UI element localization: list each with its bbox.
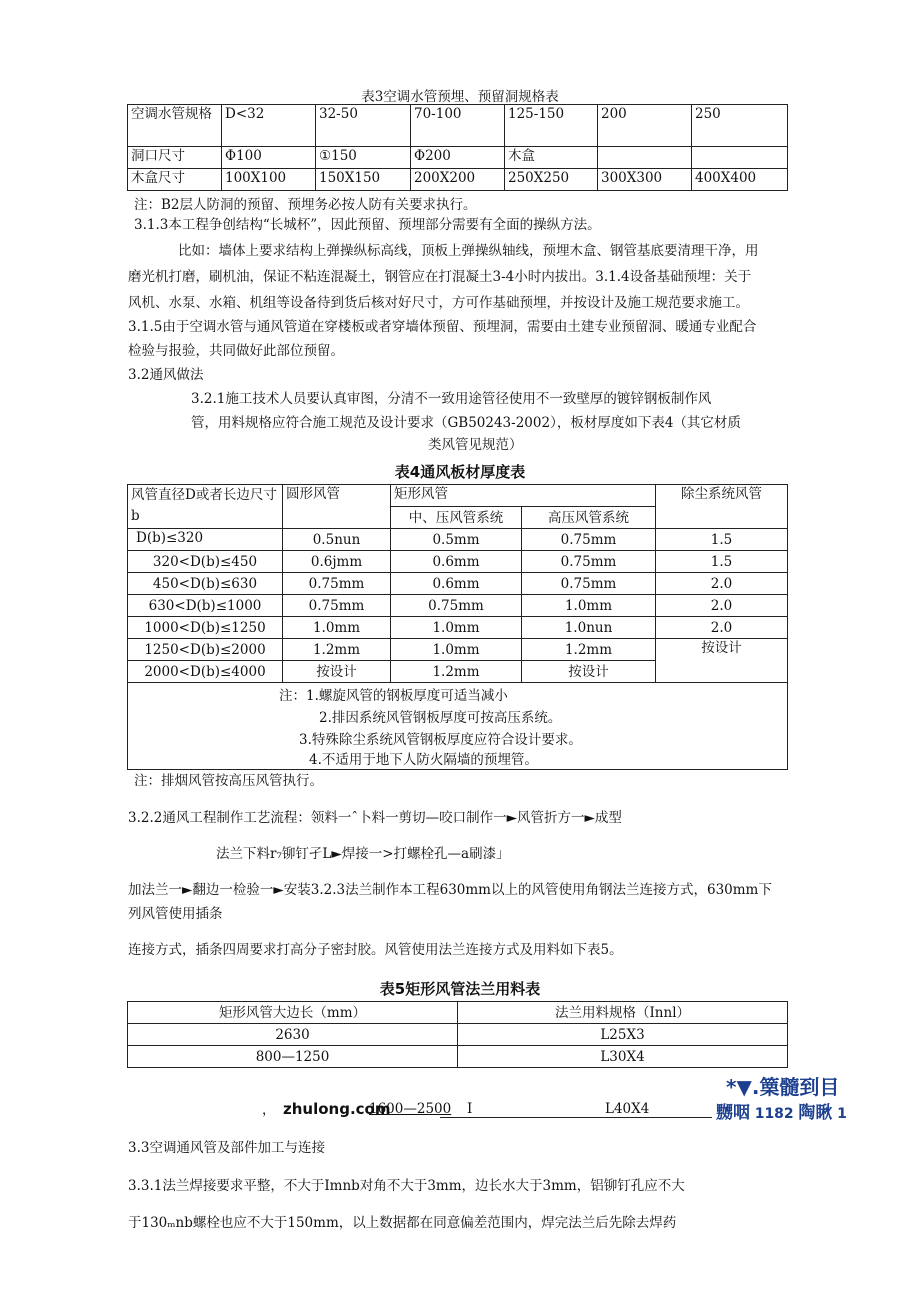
table3-cell: D<32 — [222, 105, 316, 147]
footer-rb-b: 1182 — [754, 1106, 794, 1122]
table3-cell: 空调水管规格 — [128, 105, 222, 147]
table4-cell: 0.75mm — [283, 595, 391, 617]
table-row — [128, 529, 788, 551]
table4-cell: 320<D(b)≤450 — [128, 551, 283, 573]
table4-caption: 表4通风板材厚度表 — [394, 463, 526, 481]
para-example-line2: 磨光机打磨，刷机油，保证不粘连混凝土，钢管应在打混凝土3-4小时内拔出。3.1.4设备基础预埋：关于 — [128, 269, 752, 285]
table4-header-size: 风管直径D或者长边尺寸b — [128, 485, 283, 529]
table4-cell: 1.0mm — [391, 639, 522, 661]
table4-cell: 2.0 — [656, 573, 788, 595]
table5-caption: 表5矩形风管法兰用料表 — [379, 980, 541, 998]
table4-cell: 0.75mm — [522, 573, 656, 595]
table3-cell: Φ200 — [411, 147, 505, 169]
table3-row — [128, 169, 788, 191]
para-3-3-1-line1: 3.3.1法兰焊接要求平整，不大于Imnb对角不大于3mm，边长水大于3mm，铝铆钉孔应不大 — [128, 1178, 685, 1194]
process-line4: 连接方式，插条四周要求打高分子密封胶。风管使用法兰连接方式及用料如下表5。 — [128, 942, 623, 958]
footer-rb-d: 1 — [837, 1106, 847, 1122]
process-line1: 3.2.2通风工程制作工艺流程：领料一ˆ卜料一剪切—咬口制作一►风管折方一►成型 — [128, 810, 622, 826]
table4-cell: 0.75mm — [283, 573, 391, 595]
table4-cell: 1.0nun — [522, 617, 656, 639]
table4-cell: 1.5 — [656, 551, 788, 573]
process-line2: 法兰下料r₇铆钉孑L►焊接一>打螺栓孔—a刷漆」 — [216, 846, 510, 862]
table3-row — [128, 147, 788, 169]
para-example-line3: 风机、水泵、水箱、机组等设备待到货后核对好尺寸，方可作基础预埋，并按设计及施工规范要求施工。 — [128, 295, 749, 311]
table4-cell: 0.75mm — [522, 529, 656, 551]
table3-cell: ①150 — [316, 147, 411, 169]
table5-cell: L30X4 — [458, 1046, 788, 1068]
para-3-1-5-line2: 检验与报验，共同做好此部位预留。 — [128, 343, 344, 359]
table4-cell: 2.0 — [656, 595, 788, 617]
table3-cell: 200X200 — [411, 169, 505, 191]
table4-note: 4.不适用于地下人防火隔墙的预埋管。 — [309, 752, 538, 768]
footer-right-top: *▼.篥髓到目 — [726, 1075, 840, 1099]
table3-cell: 125-150 — [505, 105, 598, 147]
footer-rb-c: 陶瞅 — [798, 1103, 833, 1123]
table3-cell: 木盒尺寸 — [128, 169, 222, 191]
table4-cell: D(b)≤320 — [128, 529, 283, 551]
table4-cell: 450<D(b)≤630 — [128, 573, 283, 595]
table3-cell: 洞口尺寸 — [128, 147, 222, 169]
table3-cell: 木盒 — [505, 147, 598, 169]
table4-cell: 1.0mm — [391, 617, 522, 639]
footer-underline — [440, 1117, 712, 1118]
para-3-1-5-line1: 3.1.5由于空调水管与通风管道在穿楼板或者穿墙体预留、预埋洞，需要由土建专业预留洞、暖通专业配合 — [128, 319, 757, 335]
table5-header: 矩形风管大边长（mm） — [128, 1002, 458, 1024]
table4-note: 注：1.螺旋风管的钢板厚度可适当减小 — [279, 688, 508, 704]
para-3-3-1-line2: 于130ₘnb螺栓也应不大于150mm，以上数据都在同意偏差范围内，焊完法兰后先除去焊药 — [128, 1215, 677, 1231]
footer-comma: ， — [262, 1102, 276, 1118]
table4-cell: 2.0 — [656, 617, 788, 639]
table4-cell: 0.5nun — [283, 529, 391, 551]
table3-cell: 150X150 — [316, 169, 411, 191]
section-3-2-heading: 3.2通风做法 — [128, 367, 204, 383]
table-row — [128, 595, 788, 617]
para-3-2-1-line2: 管，用料规格应符合施工规范及设计要求（GB50243-2002），板材厚度如下表4（其它材质 — [191, 415, 741, 431]
table3-cell: 32-50 — [316, 105, 411, 147]
table3-cell: 250X250 — [505, 169, 598, 191]
table4-cell: 1250<D(b)≤2000 — [128, 639, 283, 661]
table4-header-rect: 矩形风管 — [391, 485, 656, 507]
table4-cell: 0.6mm — [391, 573, 522, 595]
table4-header-round: 圆形风管 — [283, 485, 391, 529]
table4-cell: 1000<D(b)≤1250 — [128, 617, 283, 639]
table5-cell: L25X3 — [458, 1024, 788, 1046]
table5-header: 法兰用料规格（Innl） — [458, 1002, 788, 1024]
table4-cell: 1.2mm — [283, 639, 391, 661]
footer-row-a: 1600—2500 — [369, 1101, 452, 1117]
table3-cell: 300X300 — [598, 169, 692, 191]
table5 — [127, 1001, 788, 1068]
zhulong-logo[interactable]: zhulong.com — [283, 1100, 391, 1118]
table3-cell: 250 — [692, 105, 788, 147]
table3-cell: 200 — [598, 105, 692, 147]
table5-cell: 800—1250 — [128, 1046, 458, 1068]
table4-cell: 按设计 — [283, 661, 391, 683]
table4-cell: 0.75mm — [391, 595, 522, 617]
table4-cell: 630<D(b)≤1000 — [128, 595, 283, 617]
section-3-3-heading: 3.3空调通风管及部件加工与连接 — [128, 1140, 325, 1156]
table4-cell: 0.6jmm — [283, 551, 391, 573]
table4-after-note: 注：排烟风管按高压风管执行。 — [134, 773, 323, 789]
table-row — [128, 573, 788, 595]
table4-cell: 0.5mm — [391, 529, 522, 551]
table-row — [128, 1024, 788, 1046]
table-row — [128, 639, 788, 661]
table4-cell: 按设计 — [656, 639, 788, 683]
table3-cell — [598, 147, 692, 169]
para-example-line1: 比如：墙体上要求结构上弹操纵标高线，顶板上弹操纵轴线，预埋木盒、钢管基底要清理干净，用 — [178, 243, 759, 259]
process-line3a: 加法兰一►翻边一检验一►安装3.2.3法兰制作本工程630mm以上的风管使用角钢法兰连接方式，630mm下 — [128, 882, 772, 898]
table-row — [128, 551, 788, 573]
footer-right-bottom — [716, 1098, 847, 1123]
table5-cell: 2630 — [128, 1024, 458, 1046]
table3 — [127, 104, 788, 191]
table4-notes — [128, 683, 788, 770]
table3-caption: 表3空调水管预埋、预留洞规格表 — [361, 89, 559, 105]
table-row — [128, 617, 788, 639]
table3-cell: 70-100 — [411, 105, 505, 147]
table4-cell: 2000<D(b)≤4000 — [128, 661, 283, 683]
table4-header-rect-mid: 中、压风管系统 — [391, 507, 522, 529]
table4-cell: 1.2mm — [391, 661, 522, 683]
table4 — [127, 484, 788, 770]
table4-cell: 0.75mm — [522, 551, 656, 573]
table4-cell: 1.0mm — [283, 617, 391, 639]
footer-row-b: L40X4 — [605, 1101, 650, 1117]
table3-cell: 100X100 — [222, 169, 316, 191]
table4-cell: 1.2mm — [522, 639, 656, 661]
footer-rb-a: 嬲咽 — [716, 1103, 750, 1123]
para-3-1-3: 3.1.3本工程争创结构“长城杯”，因此预留、预埋部分需要有全面的操纵方法。 — [134, 217, 601, 233]
footer-row-i: I — [467, 1101, 473, 1117]
table3-row — [128, 105, 788, 147]
table3-cell: Φ100 — [222, 147, 316, 169]
table4-cell: 按设计 — [522, 661, 656, 683]
table4-cell: 1.5 — [656, 529, 788, 551]
para-3-2-1-line3: 类风管见规范） — [428, 437, 523, 453]
table3-cell — [692, 147, 788, 169]
table3-note: 注：B2层人防洞的预留、预埋务必按人防有关要求执行。 — [134, 197, 477, 213]
table3-cell: 400X400 — [692, 169, 788, 191]
table4-header-dust: 除尘系统风管 — [656, 485, 788, 529]
table4-header-rect-high: 高压风管系统 — [522, 507, 656, 529]
para-3-2-1-line1: 3.2.1施工技术人员要认真审图，分清不一致用途管径使用不一致壁厚的镀锌钢板制作风 — [191, 391, 712, 407]
table4-note: 3.特殊除尘系统风管钢板厚度应符合设计要求。 — [299, 732, 582, 748]
table-row — [128, 1046, 788, 1068]
table4-cell: 0.6mm — [391, 551, 522, 573]
process-line3b: 列风管使用插条 — [128, 906, 223, 922]
table4-cell: 1.0mm — [522, 595, 656, 617]
table4-note: 2.排因系统风管钢板厚度可按高压系统。 — [319, 710, 562, 726]
